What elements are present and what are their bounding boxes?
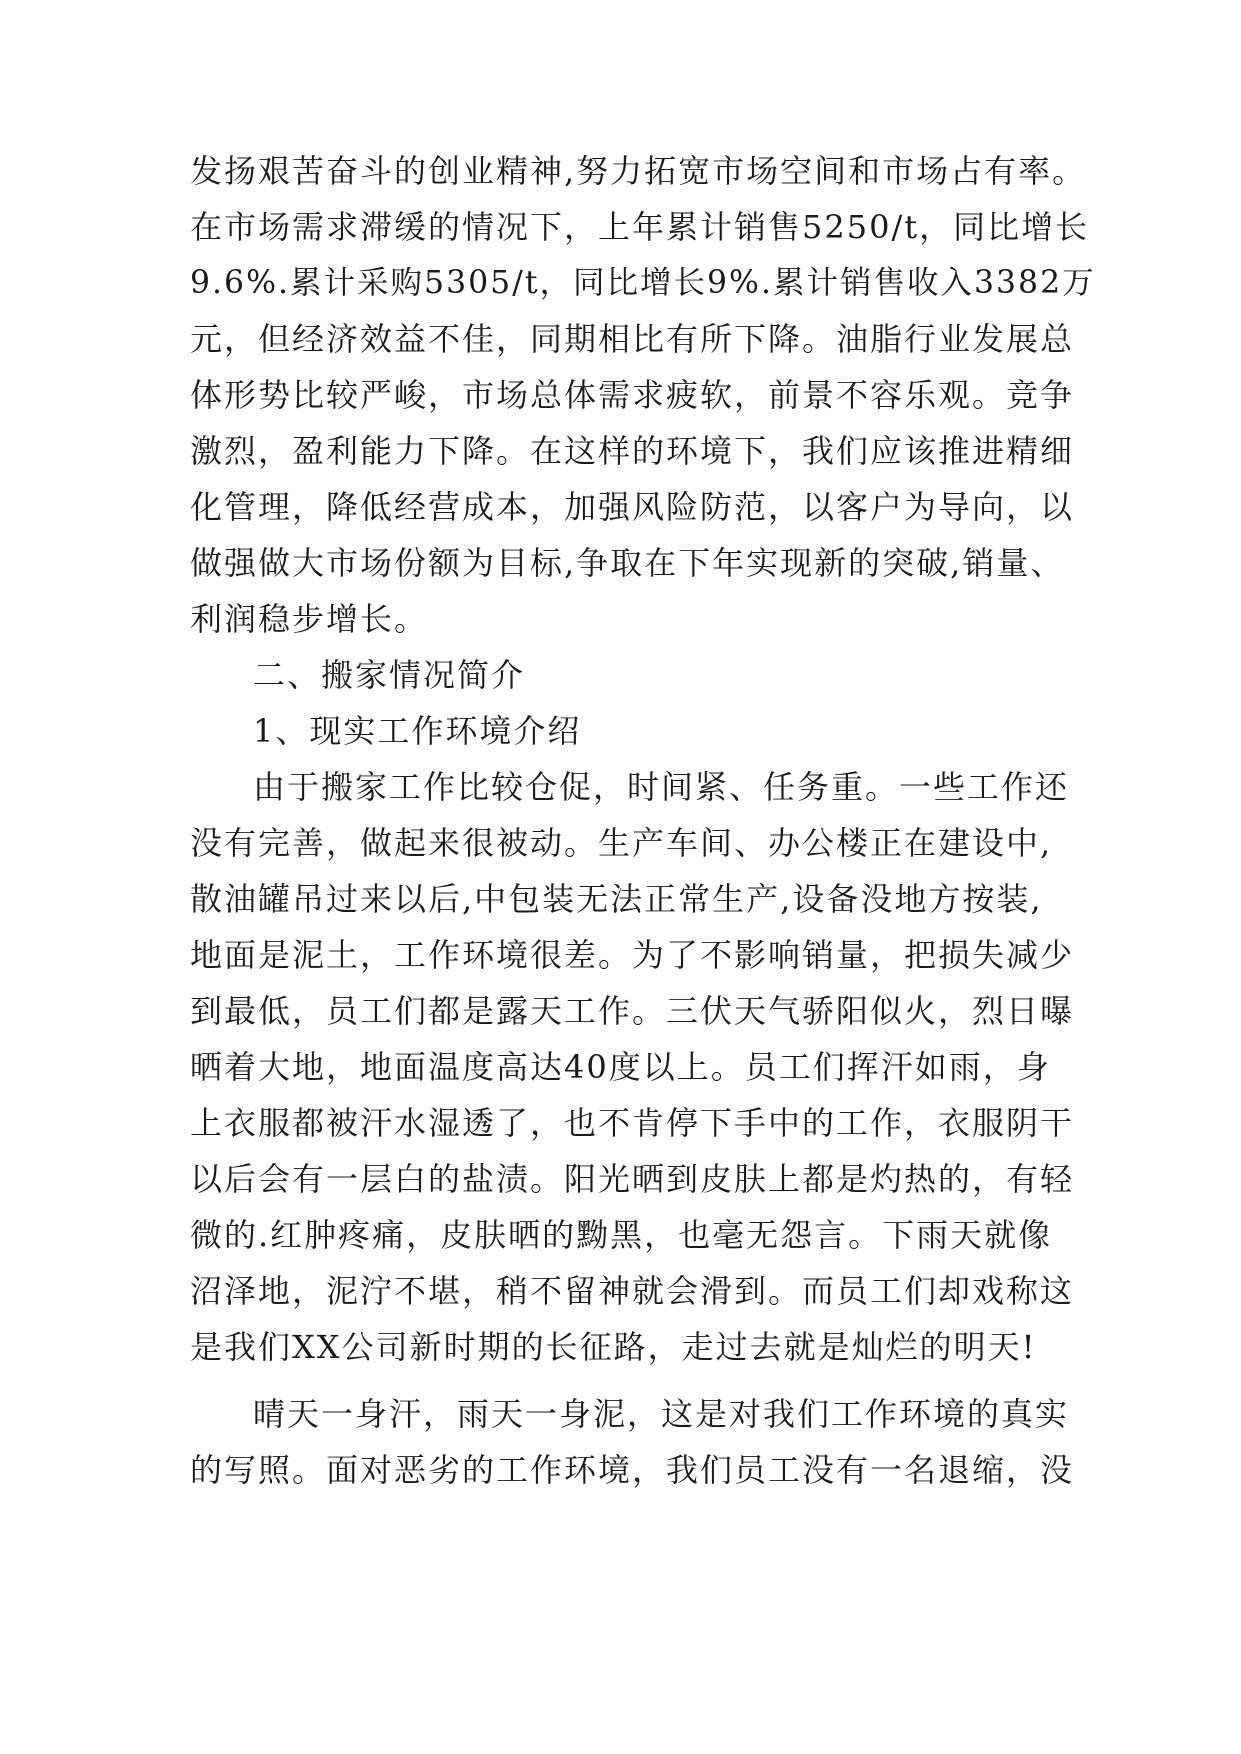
paragraph-line: 到最低，员工们都是露天工作。三伏天气骄阳似火，烈日曝 bbox=[190, 992, 1075, 1030]
paragraph-line: 9.6%.累计采购5305/t，同比增长9%.累计销售收入3382万 bbox=[190, 265, 1096, 301]
paragraph-line: 利润稳步增长。 bbox=[190, 600, 429, 638]
paragraph-line: 晒着大地，地面温度高达40度以上。员工们挥汗如雨，身 bbox=[190, 1048, 1051, 1086]
paragraph-line: 以后会有一层白的盐渍。阳光晒到皮肤上都是灼热的，有轻 bbox=[190, 1160, 1075, 1198]
paragraph-line: 微的.红肿疼痛，皮肤晒的黝黑，也毫无怨言。下雨天就像 bbox=[190, 1216, 1053, 1254]
paragraph-line: 元，但经济效益不佳，同期相比有所下降。油脂行业发展总 bbox=[190, 320, 1075, 358]
paragraph-line: 体形势比较严峻，市场总体需求疲软，前景不容乐观。竞争 bbox=[190, 376, 1075, 414]
paragraph-line: 地面是泥土，工作环境很差。为了不影响销量，把损失减少 bbox=[190, 936, 1075, 974]
paragraph-line: 化管理，降低经营成本，加强风险防范，以客户为导向，以 bbox=[190, 488, 1075, 526]
paragraph-line: 发扬艰苦奋斗的创业精神,努力拓宽市场空间和市场占有率。 bbox=[190, 152, 1087, 190]
section-heading: 二、搬家情况简介 bbox=[253, 656, 526, 694]
paragraph-line: 由于搬家工作比较仓促，时间紧、任务重。一些工作还 bbox=[253, 768, 1070, 806]
paragraph-line: 上衣服都被汗水湿透了，也不肯停下手中的工作，衣服阴干 bbox=[190, 1104, 1075, 1142]
paragraph-line: 是我们XX公司新时期的长征路，走过去就是灿烂的明天! bbox=[190, 1328, 1037, 1366]
subsection-heading: 1、现实工作环境介绍 bbox=[253, 712, 582, 750]
paragraph-line: 没有完善，做起来很被动。生产车间、办公楼正在建设中, bbox=[190, 824, 1053, 862]
paragraph-line: 在市场需求滞缓的情况下，上年累计销售5250/t，同比增长 bbox=[190, 208, 1090, 246]
paragraph-line: 散油罐吊过来以后,中包装无法正常生产,设备没地方按装, bbox=[190, 880, 1043, 918]
paragraph-line: 晴天一身汗，雨天一身泥，这是对我们工作环境的真实 bbox=[253, 1395, 1070, 1433]
paragraph-line: 沼泽地，泥泞不堪，稍不留神就会滑到。而员工们却戏称这 bbox=[190, 1272, 1075, 1310]
paragraph-line: 的写照。面对恶劣的工作环境，我们员工没有一名退缩，没 bbox=[190, 1451, 1075, 1489]
paragraph-line: 激烈，盈利能力下降。在这样的环境下，我们应该推进精细 bbox=[190, 432, 1075, 470]
paragraph-line: 做强做大市场份额为目标,争取在下年实现新的突破,销量、 bbox=[190, 544, 1065, 582]
